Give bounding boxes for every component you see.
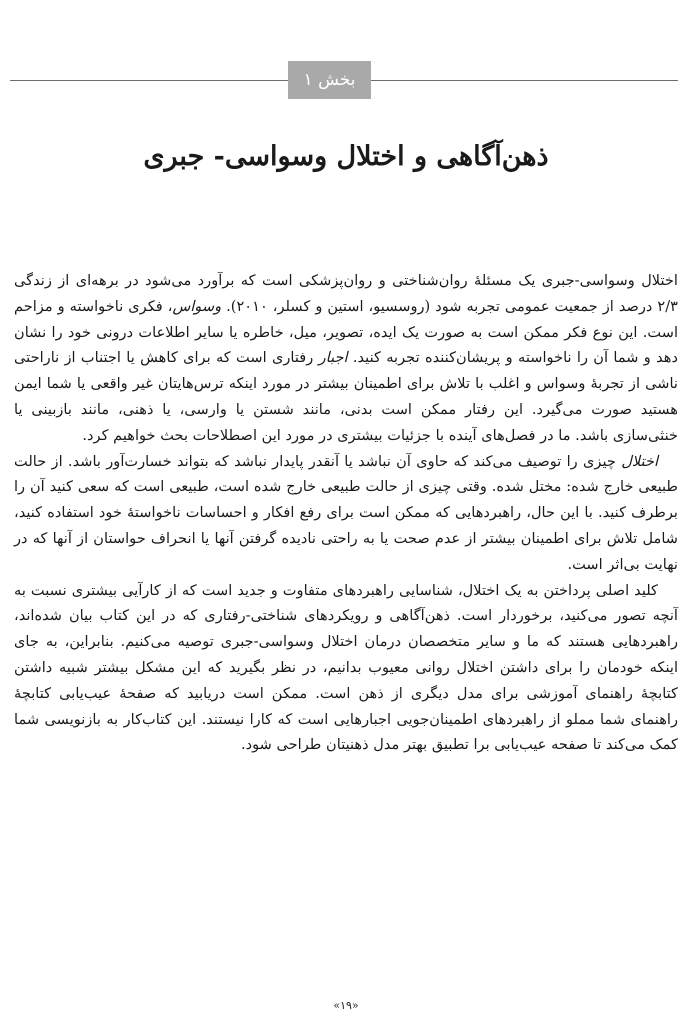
paragraph-text: کلید اصلی پرداختن به یک اختلال، شناسایی راهبردهای متفاوت و جدید است که از کارآیی بیشتری نسبت به آنچه تصور می‌کنید، برخوردار است. ذهن‌آگاهی و رویکردهای شناختی-رفتاری که در این کتاب بیان شده‌اند، راهبردهایی هستند که ما و سایر متخصصان درمان اختلال وسواسی-جبری توصیه می‌کنیم. بنابراین، به جای اینکه خودمان را برای داشتن اختلال روانی معیوب بدانیم، در نظر بگیرید که این مشکل بیشتر شبیه داشتن کتابچهٔ راهنمای آموزشی برای مدل دیگری از ذهن است. ممکن است دریابید که صفحهٔ عیب‌یابی کتابچهٔ راهنمای شما مملو از راهبردهای اطمینان‌جویی اجبارهایی است که کارا نیستند. این کتاب‌کار به بازنویسی شما کمک می‌کند تا صفحه عیب‌یابی برا تطبیق بهتر مدل ذهنیتان طراحی شود. bbox=[14, 581, 678, 754]
emphasized-term: اختلال bbox=[621, 452, 658, 470]
page-number: «۱۹» bbox=[333, 999, 359, 1012]
body-paragraph bbox=[14, 449, 678, 578]
body-paragraph bbox=[14, 578, 678, 759]
paragraph-text: چیزی را توصیف می‌کند که حاوی آن نباشد یا آنقدر پایدار نباشد که بتواند خسارت‌آور باشد. از حالت طبیعی خارج شده: مختل شده. وقتی چیزی از حالت طبیعی خارج شده است، طبیعی است که سعی کنید آن را برطرف کنید. با این حال، راهبردهایی که ممکن است برای رفع افکار و احساسات ناخواستهٔ خود استفاده کنید، شامل تلاش برای اطمینان بیشتر از عدم صحت یا به راحتی نادیده گرفتن آنها یا انحراف حواستان از آنها که در نهایت بی‌اثر است. bbox=[14, 452, 678, 573]
chapter-title: ذهن‌آگاهی و اختلال وسواسی- جبری bbox=[143, 141, 549, 172]
emphasized-term: اجبار bbox=[318, 349, 348, 367]
section-badge: بخش ۱ bbox=[288, 61, 371, 99]
paragraph-text: رفتاری است که برای کاهش یا اجتناب از ناراحتی ناشی از تجربهٔ وسواس و اغلب با تلاش برای اطمینان بیشتر در مورد اینکه ترس‌هایتان غیر واقعی یا شما ایمن هستید صورت می‌گیرد. این رفتار ممکن است بدنی، مانند شستن یا وارسی، یا ذهنی، مانند بازبینی یا خنثی‌سازی باشد. ما در فصل‌های آینده با جزئیات بیشتری در مورد این اصطلاحات بحث خواهیم کرد. bbox=[14, 349, 678, 444]
body-text bbox=[14, 268, 678, 758]
paragraph-text: ، فکری ناخواسته و مزاحم است. این نوع فکر ممکن است به صورت یک ایده، تصویر، میل، خاطره یا سایر اطلاعات درونی خود را نشان دهد و شما آن را ناخواسته و پریشان‌کننده تجربه کنید. bbox=[14, 297, 678, 367]
emphasized-term: وسواس bbox=[172, 297, 222, 315]
paragraph-text: اختلال وسواسی-جبری یک مسئلهٔ روان‌شناختی و روان‌پزشکی است که برآورد می‌شود در برهه‌ای از زندگی ۲/۳ درصد از جمعیت عمومی تجربه شود (روسسیو، استین و کسلر، ۲۰۱۰). bbox=[14, 272, 678, 315]
body-paragraph bbox=[14, 268, 678, 449]
